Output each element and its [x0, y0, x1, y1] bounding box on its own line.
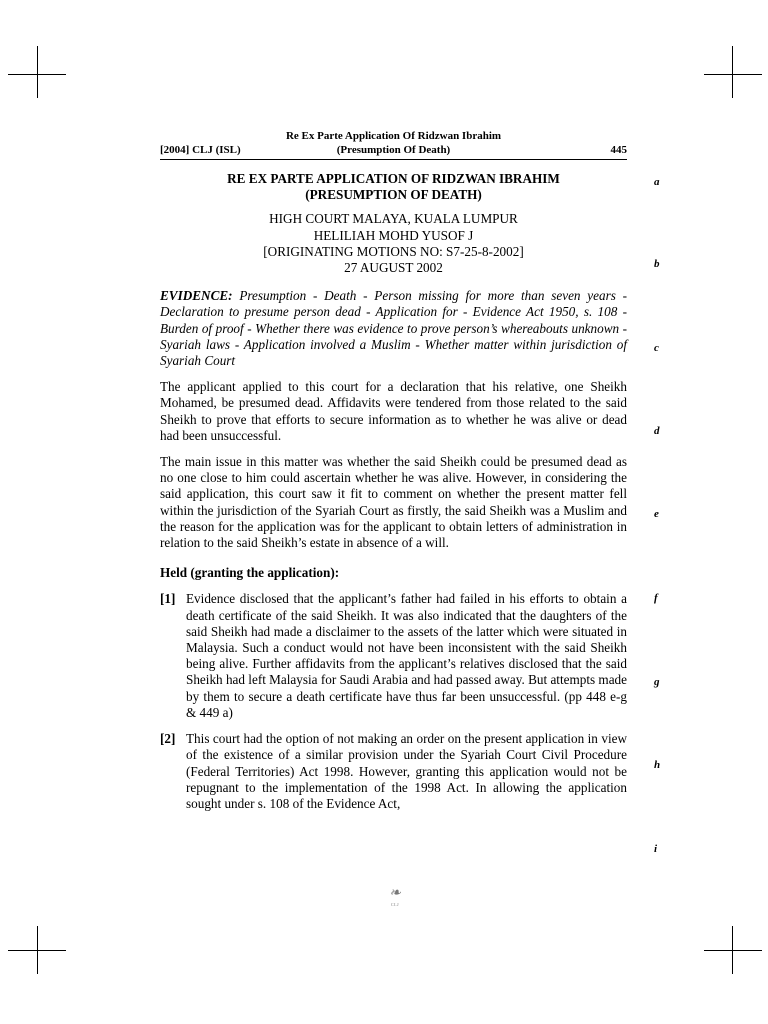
- margin-letter: i: [654, 843, 658, 855]
- held-item: [160, 591, 627, 721]
- held-heading: Held (granting the application):: [160, 565, 340, 581]
- case-title: RE EX PARTE APPLICATION OF RIDZWAN IBRAHIM: [227, 171, 560, 186]
- crop-mark-bottom-right-v: [732, 926, 733, 974]
- catchwords: [160, 288, 627, 369]
- clj-logo: [384, 886, 406, 912]
- held-item-number: [2]: [160, 731, 176, 747]
- running-header-case-name: Re Ex Parte Application Of Ridzwan Ibrahim: [285, 130, 502, 142]
- margin-letter: d: [654, 425, 660, 437]
- headnote-paragraph: The main issue in this matter was whether the said Sheikh could be presumed dead as no one close to him could ascertain whether he was alive. However, in considering the said application, this court saw it fit to comment on whether the present matter fell within the jurisdiction of the Syariah Court as firstly, the said Sheikh was a Muslim and the reason for the application was for the applicant to obtain letters of administration in relation to the said Sheikh’s estate in absence of a will.: [160, 454, 627, 551]
- margin-letter: c: [654, 342, 659, 354]
- held-item: [160, 731, 627, 812]
- header-rule: [160, 159, 627, 160]
- margin-letter: b: [654, 258, 660, 270]
- clj-logo-mark: ❧: [389, 886, 401, 901]
- margin-letter: f: [654, 592, 658, 604]
- margin-letter: h: [654, 759, 661, 771]
- judge-name: HELILIAH MOHD YUSOF J: [313, 227, 474, 243]
- crop-mark-top-right-h: [704, 74, 762, 75]
- crop-mark-top-right-v: [732, 46, 733, 98]
- running-header-case-subtitle: (Presumption Of Death): [336, 144, 451, 156]
- decision-date: 27 AUGUST 2002: [344, 260, 443, 276]
- page-number: 445: [610, 144, 627, 156]
- margin-letter: e: [654, 508, 659, 520]
- headnote-paragraph: The applicant applied to this court for a declaration that his relative, one Sheikh Mohamed, be presumed dead. Affidavits were tendered from those related to the said Sheikh to prove that efforts to secure information as to whether he was alive or dead had been unsuccessful.: [160, 379, 627, 443]
- crop-mark-top-left-v: [37, 46, 38, 98]
- running-header-citation: [2004] CLJ (ISL): [160, 144, 241, 156]
- crop-mark-bottom-left-v: [37, 926, 38, 974]
- clj-logo-text: CLJ: [390, 902, 400, 907]
- margin-letter: g: [654, 676, 660, 688]
- margin-letter: a: [654, 176, 660, 188]
- motion-number: [ORIGINATING MOTIONS NO: S7-25-8-2002]: [263, 243, 524, 259]
- case-report-body: [160, 171, 627, 812]
- catchwords-label: EVIDENCE:: [160, 288, 233, 304]
- held-item-text: Evidence disclosed that the applicant’s father had failed in his efforts to obtain a death certificate of the said Sheikh. It was also indicated that the daughters of the said Sheikh had made a disclaimer to the assets of the latter which were situated in Malaysia. Such a conduct would not have been inconsistent with the said Sheikh being alive. Further affidavits from the applicant’s relatives disclosed that the said Sheikh had left Malaysia for Saudi Arabia and had passed away. But attempts made by them to secure a death certificate have thus far been unsuccessful. (pp 448 e-g & 449 a): [186, 591, 627, 720]
- court-name: HIGH COURT MALAYA, KUALA LUMPUR: [269, 211, 518, 227]
- held-item-text: This court had the option of not making an order on the present application in view of the existence of a similar provision under the Syariah Court Civil Procedure (Federal Territories) Act 1998. However, granting this application would not be repugnant to the implementation of the 1998 Act. In allowing the application sought under s. 108 of the Evidence Act,: [186, 731, 627, 811]
- catchwords-text: Presumption - Death - Person missing for more than seven years - Declaration to presume person dead - Application for - Evidence Act 1950, s. 108 - Burden of proof - Whether there was evidence to prove person’s whereabouts unknown - Syariah laws - Application involved a Muslim - Whether matter within jurisdiction of Syariah Court: [160, 288, 627, 369]
- held-item-number: [1]: [160, 591, 176, 607]
- case-subtitle: (PRESUMPTION OF DEATH): [305, 187, 482, 203]
- crop-mark-bottom-right-h: [704, 950, 762, 951]
